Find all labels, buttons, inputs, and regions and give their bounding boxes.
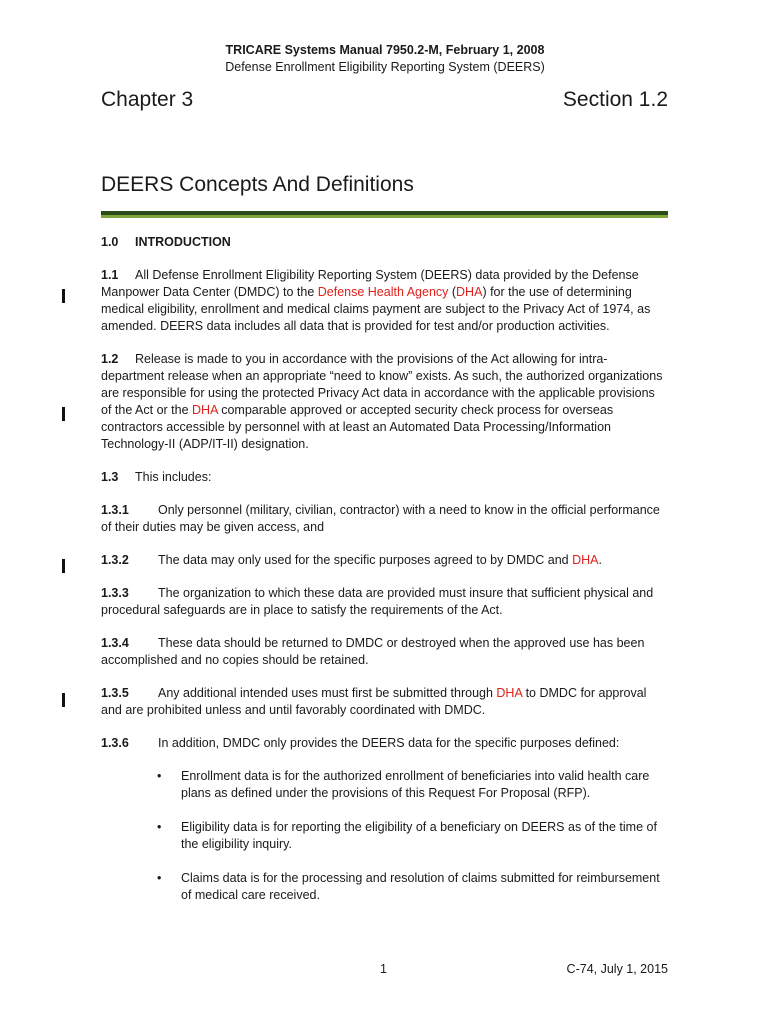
link-dha[interactable]: DHA [192,403,218,417]
paragraph-text: Release is made to you in accordance with the provisions of the Act allowing for intra-department release when an appropriate “need to know” exists. As such, the authorized organizations are responsible for using the protected Privacy Act data in accordance with the applicable provisions of the Act or the [101,352,663,417]
paragraph-text: This includes: [135,470,212,484]
paragraph-text: The organization to which these data are provided must insure that sufficient physical and procedural safeguards are in place to satisfy the requirements of the Act. [101,586,654,617]
paragraph-text: ( [448,285,457,299]
paragraph-text: Only personnel (military, civilian, contractor) with a need to know in the official performance of their duties may be given access, and [101,503,660,534]
paragraph-1-3-6 [101,735,668,752]
intro-label: INTRODUCTION [135,235,231,249]
paragraph-number: 1.3.4 [101,636,129,650]
paragraph-text: The data may only used for the specific purposes agreed to by DMDC and [158,553,573,567]
paragraph-text: All Defense Enrollment Eligibility Reporting System (DEERS) data provided by the Defense Manpower Data Center (DMDC) to the [101,268,639,299]
paragraph-1-3-4 [101,635,668,669]
paragraph-number: 1.3.2 [101,553,129,567]
paragraph-number: 1.3.6 [101,736,129,750]
document-body [101,234,668,921]
paragraph-text: comparable approved or accepted security check process for overseas contractors accessible by personnel with at least an Automated Data Processing/Information Technology-II (ADP/IT-II) designation. [101,403,614,451]
running-header [0,42,770,76]
manual-title: TRICARE Systems Manual 7950.2-M, February 1, 2008 [225,43,545,57]
paragraph-1-3-1 [101,502,668,536]
paragraph-number: 1.3.3 [101,586,129,600]
intro-heading [101,234,668,251]
purpose-list [101,768,668,904]
change-bar [62,559,65,573]
link-dha[interactable]: DHA [572,553,599,567]
title-rule-light [101,215,668,218]
paragraph-text: . [598,553,602,567]
section-label: Section 1.2 [562,88,668,111]
list-item: • Claims data is for the processing and resolution of claims submitted for reimbursement of medical care received. [181,870,668,904]
paragraph-1-3-3 [101,585,668,619]
paragraph-text: to DMDC for approval and are prohibited unless and until favorably coordinated with DMDC. [101,686,647,717]
paragraph-1-3-5 [101,685,668,719]
change-bar [62,289,65,303]
manual-subtitle: Defense Enrollment Eligibility Reporting System (DEERS) [225,60,545,74]
change-number: C-74, July 1, 2015 [566,962,668,976]
paragraph-1-3-2 [101,552,668,569]
chapter-label: Chapter 3 [101,88,194,111]
change-bar [62,693,65,707]
paragraph-number: 1.1 [101,268,119,282]
paragraph-text: Any additional intended uses must first be submitted through [158,686,497,700]
page-title: DEERS Concepts And Definitions [101,173,414,196]
page-number: 1 [380,962,387,976]
paragraph-1-1 [101,267,668,335]
change-bar [62,407,65,421]
paragraph-number: 1.3.1 [101,503,129,517]
paragraph-text: These data should be returned to DMDC or destroyed when the approved use has been accomplished and no copies should be retained. [101,636,645,667]
section-number: 1.0 [101,235,119,249]
paragraph-number: 1.3.5 [101,686,129,700]
list-item: • Eligibility data is for reporting the eligibility of a beneficiary on DEERS as of the time of the eligibility inquiry. [181,819,668,853]
paragraph-number: 1.3 [101,470,119,484]
paragraph-number: 1.2 [101,352,119,366]
link-dha[interactable]: DHA [496,686,523,700]
paragraph-1-3 [101,469,668,486]
paragraph-text: ) for the use of determining medical eligibility, enrollment and medical claims payment are subject to the Privacy Act of 1974, as amended. DEERS data includes all data that is provided for test and/or production activities. [101,285,651,333]
link-defense-health-agency[interactable]: Defense Health Agency [317,285,449,299]
paragraph-text: In addition, DMDC only provides the DEERS data for the specific purposes defined: [158,736,620,750]
link-dha[interactable]: DHA [456,285,483,299]
list-item: • Enrollment data is for the authorized enrollment of beneficiaries into valid health care plans as defined under the provisions of this Request For Proposal (RFP). [181,768,668,802]
paragraph-1-2 [101,351,668,453]
